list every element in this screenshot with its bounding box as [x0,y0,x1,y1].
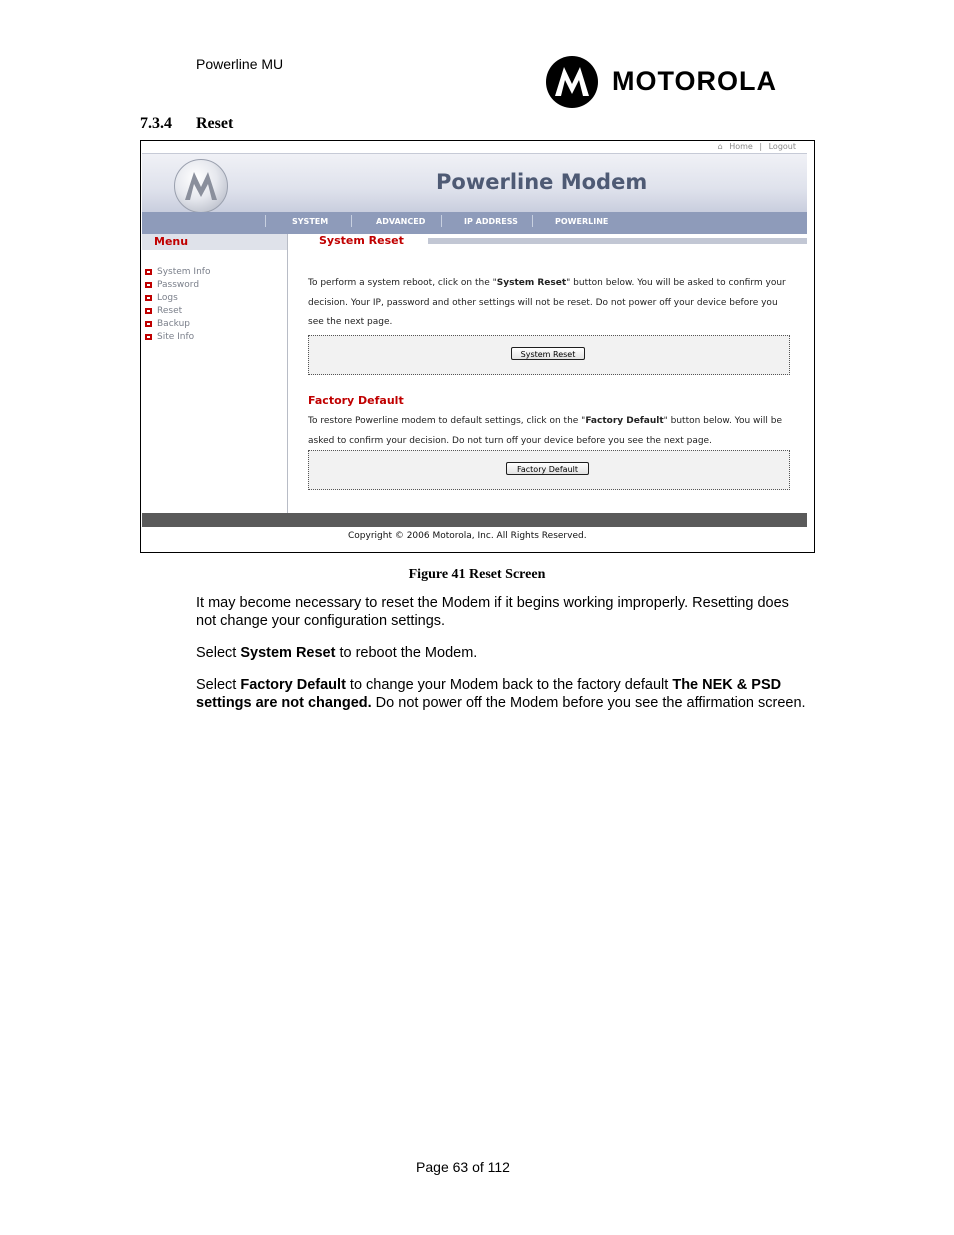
banner-title: Powerline Modem [436,170,648,194]
system-reset-description: To perform a system reboot, click on the "System Reset" button below. You will be asked to confirm your decision. Your IP, password and other settings will not be reset. Do not power off your device before you see the next page. [308,278,786,327]
sidebar-item-site-info[interactable]: Site Info [145,331,210,344]
banner [142,153,807,212]
nav-separator [532,215,533,227]
factory-default-description: To restore Powerline modem to default settings, click on the "Factory Default" button below. You will be asked to confirm your decision. Do not turn off your device before you see the next page. [308,416,783,446]
figure-caption: Figure 41 Reset Screen [408,567,546,582]
top-nav [142,212,807,234]
system-reset-button[interactable]: System Reset [511,347,585,360]
nav-powerline[interactable]: POWERLINE [555,217,609,226]
top-links-separator: | [759,142,763,151]
body-paragraph-3: Select Factory Default to change your Modem back to the factory default The NEK & PSD settings are not changed. Do not power off the Modem before you see the affirmation screen. [196,677,806,711]
title-rule [428,238,807,244]
body-paragraph-1: It may become necessary to reset the Modem if it begins working improperly. Resetting does not change your configuration settings. [196,595,789,629]
reset-screen-figure [140,140,815,553]
menu-title: Menu [154,235,189,248]
bullet-icon [145,321,152,327]
factory-default-box [308,450,790,490]
footer-bar [142,513,807,527]
bullet-icon [145,282,152,288]
sidebar-item-logs[interactable]: Logs [145,292,210,305]
sidebar-item-password[interactable]: Password [145,279,210,292]
menu-header [142,234,287,250]
factory-default-button[interactable]: Factory Default [506,462,589,475]
nav-advanced[interactable]: ADVANCED [376,217,426,226]
sidebar-item-reset[interactable]: Reset [145,305,210,318]
section-title: Reset [196,115,234,132]
home-link[interactable]: Home [729,142,753,151]
sidebar-item-backup[interactable]: Backup [145,318,210,331]
body-paragraph-2: Select System Reset to reboot the Modem. [196,645,478,661]
motorola-emblem-icon [546,56,598,108]
system-reset-box [308,335,790,375]
system-reset-title: System Reset [319,234,404,247]
bullet-icon [145,308,152,314]
home-icon: ⌂ [717,142,723,151]
nav-system[interactable]: SYSTEM [292,217,329,226]
section-number: 7.3.4 [140,115,172,132]
nav-separator [351,215,352,227]
sidebar-item-system-info[interactable]: System Info [145,266,210,279]
motorola-emblem-icon [174,159,228,213]
top-links [714,142,796,151]
nav-ip-address[interactable]: IP ADDRESS [464,217,518,226]
logo-wordmark: MOTOROLA [612,66,777,96]
section-heading [140,115,233,133]
document-header-title: Powerline MU [196,56,284,72]
logout-link[interactable]: Logout [768,142,796,151]
sidebar-menu [145,266,210,344]
bullet-icon [145,295,152,301]
nav-separator [441,215,442,227]
factory-default-title: Factory Default [308,394,404,407]
bullet-icon [145,269,152,275]
nav-separator [265,215,266,227]
copyright-text: Copyright © 2006 Motorola, Inc. All Rights Reserved. [348,531,587,541]
motorola-logo [540,54,815,110]
bullet-icon [145,334,152,340]
page-number: Page 63 of 112 [416,1159,510,1175]
sidebar-divider [287,234,288,514]
